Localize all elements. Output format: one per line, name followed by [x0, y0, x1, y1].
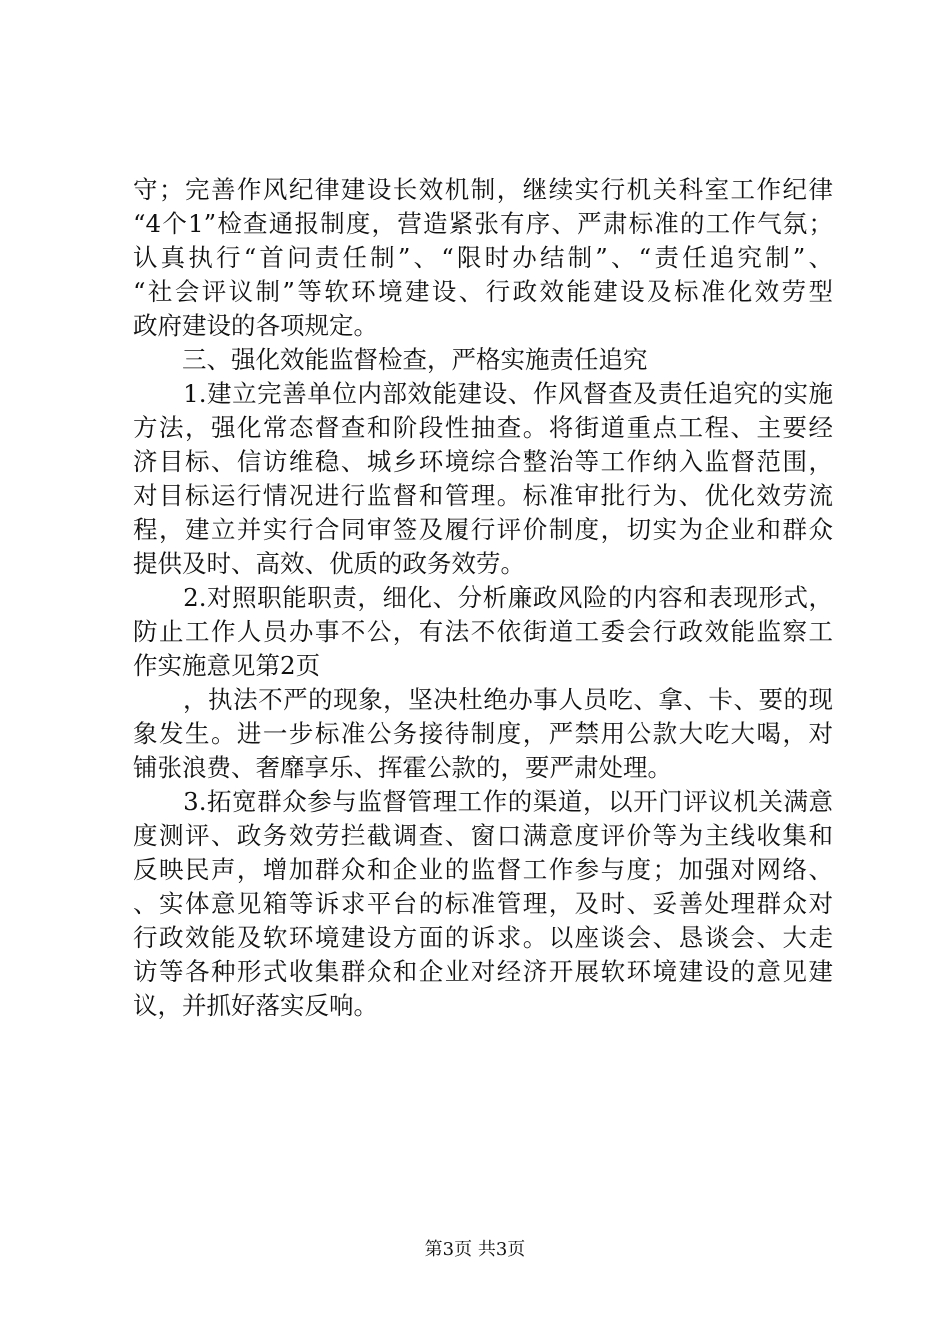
text-line: 议，并抓好落实反响。	[133, 991, 378, 1020]
text-line: 提供及时、高效、优质的政务效劳。	[133, 549, 525, 578]
text-line: 访等各种形式收集群众和企业对经济开展软环境建设的意见建	[133, 957, 833, 986]
text-line: 2.对照职能职责，细化、分析廉政风险的内容和表现形式，	[133, 583, 833, 612]
text-line: 度测评、政务效劳拦截调查、窗口满意度评价等为主线收集和	[133, 821, 833, 850]
text-line: ，执法不严的现象，坚决杜绝办事人员吃、拿、卡、要的现	[133, 685, 833, 714]
page-footer: 第3页 共3页	[424, 1239, 526, 1260]
text-line: 济目标、信访维稳、城乡环境综合整治等工作纳入监督范围，	[133, 447, 833, 476]
text-line: 对目标运行情况进行监督和管理。标准审批行为、优化效劳流	[133, 481, 833, 510]
text-line: 3.拓宽群众参与监督管理工作的渠道，以开门评议机关满意	[133, 787, 833, 816]
text-line: 认真执行“首问责任制”、“限时办结制”、“责任追究制”、	[133, 243, 833, 272]
text-line: 、实体意见箱等诉求平台的标准管理，及时、妥善处理群众对	[133, 889, 833, 918]
text-line: 作实施意见第2页	[133, 651, 321, 680]
text-line: 防止工作人员办事不公，有法不依街道工委会行政效能监察工	[133, 617, 833, 646]
text-line: 反映民声，增加群众和企业的监督工作参与度；加强对网络、	[133, 855, 833, 884]
text-line: 铺张浪费、奢靡享乐、挥霍公款的，要严肃处理。	[133, 753, 672, 782]
text-line: 政府建设的各项规定。	[133, 311, 378, 340]
text-line: 方法，强化常态督查和阶段性抽查。将街道重点工程、主要经	[133, 413, 833, 442]
text-line: “社会评议制”等软环境建设、行政效能建设及标准化效劳型	[133, 277, 833, 306]
text-line: 行政效能及软环境建设方面的诉求。以座谈会、恳谈会、大走	[133, 923, 833, 952]
text-line: 守；完善作风纪律建设长效机制，继续实行机关科室工作纪律	[133, 175, 833, 204]
text-line: 程，建立并实行合同审签及履行评价制度，切实为企业和群众	[133, 515, 833, 544]
text-line: 1.建立完善单位内部效能建设、作风督查及责任追究的实施	[133, 379, 833, 408]
text-line: 象发生。进一步标准公务接待制度，严禁用公款大吃大喝，对	[133, 719, 833, 748]
text-line: “4个1”检查通报制度，营造紧张有序、严肃标准的工作气氛；	[133, 209, 833, 238]
document-body	[133, 173, 833, 1023]
section-heading: 三、强化效能监督检查，严格实施责任追究	[133, 345, 648, 374]
